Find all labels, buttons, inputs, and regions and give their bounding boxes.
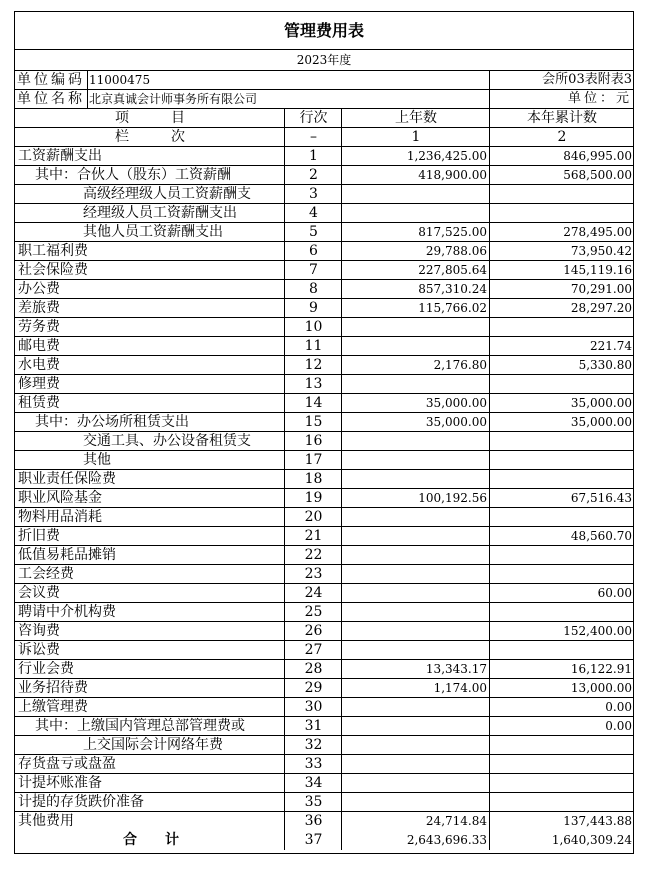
row-prev-year [342, 717, 490, 735]
row-item: 工会经费 [18, 566, 74, 582]
table-row [15, 185, 633, 204]
row-item: 计提的存货跌价准备 [18, 794, 144, 810]
row-item: 邮电费 [18, 338, 60, 354]
row-item: 工资薪酬支出 [18, 148, 102, 164]
row-number: 1 [309, 148, 318, 164]
row-prev-year [342, 185, 490, 203]
table-row [15, 223, 633, 242]
row-prev-year: 35,000.00 [425, 415, 487, 429]
table-row [15, 280, 633, 299]
row-prev-year [342, 375, 490, 393]
row-current: 67,516.43 [570, 491, 632, 505]
row-prev-year [342, 508, 490, 526]
expense-table [14, 11, 634, 854]
row-current [490, 774, 634, 792]
row-current: 70,291.00 [570, 282, 632, 296]
table-row [15, 774, 633, 793]
row-number: 5 [309, 224, 318, 240]
row-current: 152,400.00 [563, 624, 632, 638]
column-index-row [15, 128, 633, 147]
row-current: 48,560.70 [570, 529, 632, 543]
table-row [15, 489, 633, 508]
row-number: 35 [304, 794, 323, 810]
row-current: 278,495.00 [563, 225, 632, 239]
unit-code-label: 单位编码 [17, 72, 85, 88]
row-item: 存货盘亏或盘盈 [18, 756, 116, 772]
row-current: 13,000.00 [570, 681, 632, 695]
header-current: 本年累计数 [527, 110, 597, 126]
row-prev-year [342, 451, 490, 469]
row-prev-year [342, 565, 490, 583]
row-number: 24 [304, 585, 323, 601]
row-current [490, 755, 634, 773]
table-row [15, 584, 633, 603]
table-row [15, 736, 633, 755]
table-row [15, 261, 633, 280]
row-item: 其他费用 [18, 813, 74, 829]
row-current [490, 508, 634, 526]
row-item: 咨询费 [18, 623, 60, 639]
row-number: 2 [309, 167, 318, 183]
total-row [15, 831, 633, 850]
row-number: 26 [304, 623, 323, 639]
row-prev-year [342, 337, 490, 355]
row-number: 32 [304, 737, 323, 753]
table-row [15, 451, 633, 470]
row-number: 15 [304, 414, 323, 430]
table-row [15, 413, 633, 432]
unit-name-label: 单位名称 [17, 91, 85, 107]
row-prev-year: 13,343.17 [425, 662, 487, 676]
row-item: 上交国际会计网络年费 [83, 737, 223, 753]
column-header-row [15, 109, 633, 128]
row-number: 25 [304, 604, 323, 620]
row-number: 4 [309, 205, 318, 221]
row-item: 会议费 [18, 585, 60, 601]
row-current: 846,995.00 [563, 149, 632, 163]
table-row [15, 299, 633, 318]
row-number: 28 [304, 661, 323, 677]
row-number: 12 [304, 357, 323, 373]
row-prev-year [342, 527, 490, 545]
row-current: 5,330.80 [578, 358, 632, 372]
row-item: 上缴管理费 [18, 699, 88, 715]
header-row-no: 行次 [299, 110, 328, 126]
row-item: 其中：合伙人（股东）工资薪酬 [35, 167, 231, 183]
row-item: 职业风险基金 [18, 490, 102, 506]
row-current [490, 432, 634, 450]
row-item: 其中：上缴国内管理总部管理费或 [35, 718, 245, 734]
row-item: 职业责任保险费 [18, 471, 116, 487]
header-prev-year-index: 1 [411, 129, 421, 145]
table-row [15, 508, 633, 527]
row-prev-year: 857,310.24 [418, 282, 487, 296]
row-prev-year [342, 603, 490, 621]
table-row [15, 755, 633, 774]
row-current [490, 375, 634, 393]
row-number: 31 [304, 718, 323, 734]
table-row [15, 565, 633, 584]
row-item: 差旅费 [18, 300, 60, 316]
table-row [15, 660, 633, 679]
row-prev-year: 29,788.06 [425, 244, 487, 258]
total-prev-year: 2,643,696.33 [406, 833, 487, 847]
row-number: 6 [309, 243, 318, 259]
unit-name-value: 北京真诚会计师事务所有限公司 [89, 92, 258, 106]
row-item: 其他人员工资薪酬支出 [83, 224, 223, 240]
row-prev-year: 418,900.00 [418, 168, 487, 182]
table-row [15, 356, 633, 375]
header-item: 项 目 [115, 110, 185, 126]
row-prev-year [342, 736, 490, 754]
table-row [15, 812, 633, 831]
table-row [15, 527, 633, 546]
row-current [490, 451, 634, 469]
row-prev-year [342, 622, 490, 640]
row-prev-year [342, 774, 490, 792]
row-number: 36 [304, 813, 323, 829]
table-row [15, 375, 633, 394]
row-item: 修理费 [18, 376, 60, 392]
table-row [15, 204, 633, 223]
row-current [490, 470, 634, 488]
row-number: 17 [304, 452, 323, 468]
row-prev-year [342, 755, 490, 773]
row-current: 73,950.42 [570, 244, 632, 258]
report-title: 管理费用表 [15, 12, 633, 50]
row-current: 16,122.91 [570, 662, 632, 676]
row-number: 27 [304, 642, 323, 658]
row-number: 8 [309, 281, 318, 297]
row-item: 水电费 [18, 357, 60, 373]
row-item: 租赁费 [18, 395, 60, 411]
row-prev-year: 817,525.00 [418, 225, 487, 239]
row-number: 33 [304, 756, 323, 772]
row-item: 其中：办公场所租赁支出 [35, 414, 189, 430]
row-item: 诉讼费 [18, 642, 60, 658]
row-number: 30 [304, 699, 323, 715]
row-item: 计提坏账准备 [18, 775, 102, 791]
row-prev-year: 1,236,425.00 [406, 149, 487, 163]
row-prev-year [342, 793, 490, 811]
row-prev-year: 100,192.56 [418, 491, 487, 505]
row-current: 0.00 [605, 719, 632, 733]
row-current: 60.00 [597, 586, 632, 600]
row-item: 行业会费 [18, 661, 74, 677]
table-row [15, 394, 633, 413]
table-row [15, 717, 633, 736]
row-current [490, 565, 634, 583]
row-item: 低值易耗品摊销 [18, 547, 116, 563]
unit-code-row [15, 71, 633, 90]
row-item: 交通工具、办公设备租赁支 [83, 433, 251, 449]
table-row [15, 603, 633, 622]
table-row [15, 318, 633, 337]
row-number: 18 [304, 471, 323, 487]
row-prev-year [342, 432, 490, 450]
table-row [15, 679, 633, 698]
row-prev-year: 24,714.84 [425, 814, 487, 828]
row-number: 9 [309, 300, 318, 316]
row-item: 高级经理级人员工资薪酬支 [83, 186, 251, 202]
row-prev-year [342, 584, 490, 602]
header-item-index: 栏 次 [115, 129, 185, 145]
row-current [490, 603, 634, 621]
row-current: 0.00 [605, 700, 632, 714]
header-current-index: 2 [557, 129, 567, 145]
row-prev-year [342, 546, 490, 564]
table-row [15, 337, 633, 356]
row-prev-year: 1,174.00 [433, 681, 487, 695]
total-label: 合计 [123, 832, 207, 848]
row-prev-year [342, 641, 490, 659]
row-item: 劳务费 [18, 319, 60, 335]
header-row-no-index: – [310, 129, 317, 145]
row-prev-year: 2,176.80 [433, 358, 487, 372]
row-prev-year: 227,805.64 [418, 263, 487, 277]
header-prev-year: 上年数 [395, 110, 437, 126]
row-item: 折旧费 [18, 528, 60, 544]
row-prev-year [342, 698, 490, 716]
table-row [15, 166, 633, 185]
row-number: 10 [304, 319, 323, 335]
row-item: 聘请中介机构费 [18, 604, 116, 620]
row-item: 经理级人员工资薪酬支出 [83, 205, 237, 221]
row-item: 职工福利费 [18, 243, 88, 259]
row-current: 35,000.00 [570, 396, 632, 410]
row-prev-year [342, 470, 490, 488]
row-number: 11 [304, 338, 323, 354]
total-row-no: 37 [304, 832, 323, 848]
report-year: 2023年度 [15, 50, 633, 71]
row-current [490, 204, 634, 222]
row-current: 137,443.88 [563, 814, 632, 828]
row-current [490, 185, 634, 203]
row-current [490, 318, 634, 336]
row-prev-year: 115,766.02 [418, 301, 487, 315]
table-row [15, 641, 633, 660]
table-row [15, 698, 633, 717]
row-number: 23 [304, 566, 323, 582]
row-current: 145,119.16 [563, 263, 632, 277]
table-row [15, 470, 633, 489]
total-current: 1,640,309.24 [551, 833, 632, 847]
unit-code-value: 11000475 [89, 73, 151, 87]
row-current [490, 736, 634, 754]
row-prev-year [342, 318, 490, 336]
table-row [15, 546, 633, 565]
row-current [490, 546, 634, 564]
row-number: 13 [304, 376, 323, 392]
row-number: 20 [304, 509, 323, 525]
row-number: 3 [309, 186, 318, 202]
unit-name-row [15, 90, 633, 109]
form-number: 会所03表附表3 [542, 72, 632, 87]
row-current [490, 641, 634, 659]
row-number: 34 [304, 775, 323, 791]
row-item: 社会保险费 [18, 262, 88, 278]
row-current: 568,500.00 [563, 168, 632, 182]
row-number: 16 [304, 433, 323, 449]
row-current: 221.74 [590, 339, 632, 353]
row-prev-year: 35,000.00 [425, 396, 487, 410]
row-number: 14 [304, 395, 323, 411]
row-current: 35,000.00 [570, 415, 632, 429]
row-number: 7 [309, 262, 318, 278]
table-row [15, 242, 633, 261]
row-prev-year [342, 204, 490, 222]
row-current: 28,297.20 [570, 301, 632, 315]
row-item: 其他 [83, 452, 111, 468]
currency-unit: 单位：元 [567, 91, 632, 106]
row-number: 21 [304, 528, 323, 544]
row-item: 办公费 [18, 281, 60, 297]
table-row [15, 432, 633, 451]
row-item: 业务招待费 [18, 680, 88, 696]
row-item: 物料用品消耗 [18, 509, 102, 525]
table-row [15, 147, 633, 166]
table-row [15, 622, 633, 641]
row-number: 22 [304, 547, 323, 563]
row-current [490, 793, 634, 811]
row-number: 29 [304, 680, 323, 696]
row-number: 19 [304, 490, 323, 506]
table-row [15, 793, 633, 812]
